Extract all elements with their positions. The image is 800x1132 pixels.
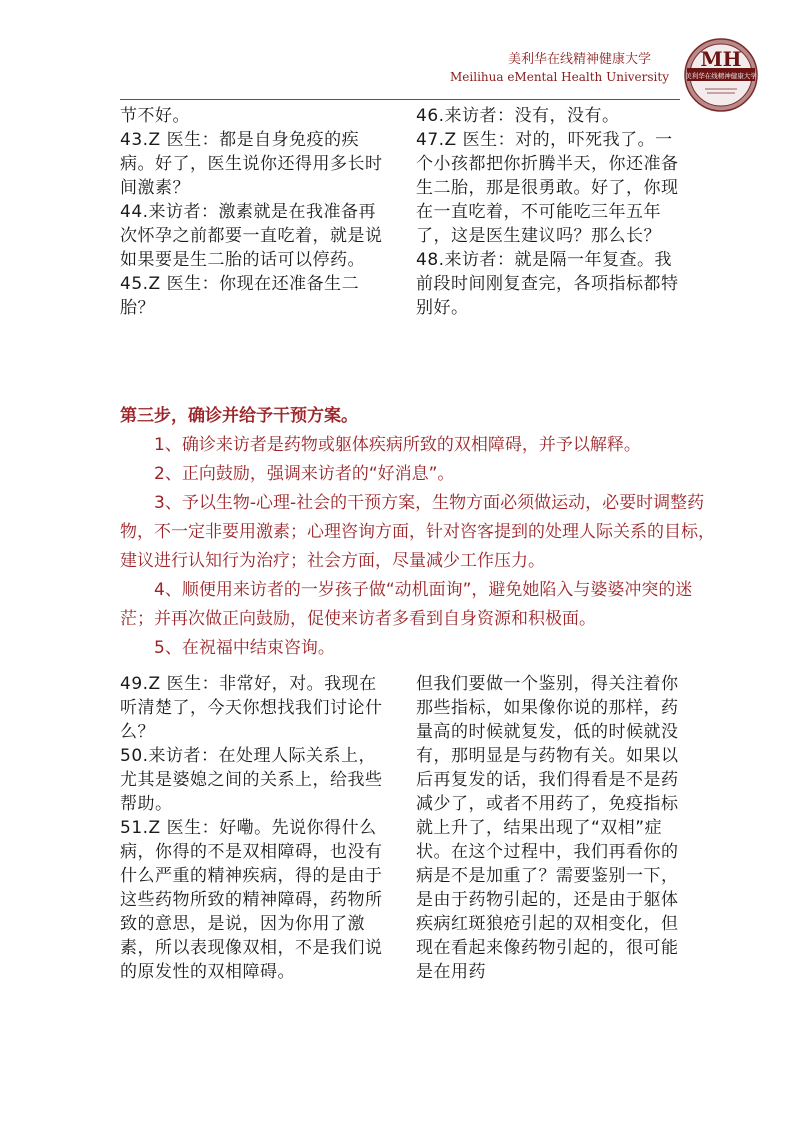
header-divider xyxy=(120,99,680,100)
university-logo xyxy=(683,37,759,113)
step3-item: 4、顺便用来访者的一岁孩子做“动机面询”，避免她陷入与婆婆冲突的迷茫；并再次做正向鼓励，促使来访者多看到自身资源和积极面。 xyxy=(120,580,693,629)
dialogue-line: 45.Z 医生：你现在还准备生二胎？ xyxy=(120,274,360,318)
dialogue-line: 43.Z 医生：都是自身免疫的疾病。好了，医生说你还得用多长时间激素？ xyxy=(120,130,383,198)
dialogue-bottom-right-column xyxy=(416,672,688,984)
step3-item: 1、确诊来访者是药物或躯体疾病所致的双相障碍，并予以解释。 xyxy=(154,435,641,455)
dialogue-top-left-column xyxy=(120,104,392,320)
dialogue-top-right-column xyxy=(416,104,688,320)
dialogue-line: 48.来访者：就是隔一年复查。我前段时间刚复查完，各项指标都特别好。 xyxy=(416,250,679,318)
step3-title: 第三步，确诊并给予干预方案。 xyxy=(120,406,358,426)
dialogue-line: 但我们要做一个鉴别，得关注着你那些指标，如果像你说的那样，药量高的时候就复发，低的时候就没有，那明显是与药物有关。如果以后再复发的话，我们得看是不是药减少了，或者不用药了，免疫指标就上升了，结果出现了“双相”症状。在这个过程中，我们再看你的病是不是加重了？需要鉴别一下，是由于药物引起的，还是由于躯体疾病红斑狼疮引起的双相变化，但现在看起来像药物引起的，很可能是在用药 xyxy=(416,674,679,982)
step3-item: 5、在祝福中结束咨询。 xyxy=(154,638,335,658)
dialogue-line: 49.Z 医生：非常好，对。我现在听清楚了，今天你想找我们讨论什么？ xyxy=(120,674,383,742)
header-title-cn: 美利华在线精神健康大学 xyxy=(508,52,652,67)
dialogue-line: 44.来访者：激素就是在我准备再次怀孕之前都要一直吃着，就是说如果要是生二胎的话可以停药。 xyxy=(120,202,383,270)
dialogue-line: 46.来访者：没有，没有。 xyxy=(416,106,620,126)
logo-initials: MH xyxy=(700,47,742,71)
dialogue-line: 节不好。 xyxy=(120,106,190,126)
step3-section xyxy=(120,402,720,663)
step3-item: 2、正向鼓励，强调来访者的“好消息”。 xyxy=(154,464,455,484)
logo-subtitle: 美利华在线精神健康大学 xyxy=(685,72,757,80)
step3-item: 3、予以生物-心理-社会的干预方案，生物方面必须做运动，必要时调整药物，不一定非要用激素；心理咨询方面，针对咨客提到的处理人际关系的目标，建议进行认知行为治疗；社会方面，尽量减少工作压力。 xyxy=(120,493,715,571)
header-title-en: Meilihua eMental Health University xyxy=(450,70,669,84)
dialogue-line: 47.Z 医生：对的，吓死我了。一个小孩都把你折腾半天，你还准备生二胎，那是很勇敢。好了，你现在一直吃着，不可能吃三年五年了，这是医生建议吗？那么长？ xyxy=(416,130,679,246)
dialogue-line: 50.来访者：在处理人际关系上，尤其是婆媳之间的关系上，给我些帮助。 xyxy=(120,746,383,814)
dialogue-bottom-left-column xyxy=(120,672,392,984)
dialogue-line: 51.Z 医生：好嘞。先说你得什么病，你得的不是双相障碍，也没有什么严重的精神疾病，得的是由于这些药物所致的精神障碍，药物所致的意思，是说，因为你用了激素，所以表现像双相，不是我们说的原发性的双相障碍。 xyxy=(120,818,383,982)
